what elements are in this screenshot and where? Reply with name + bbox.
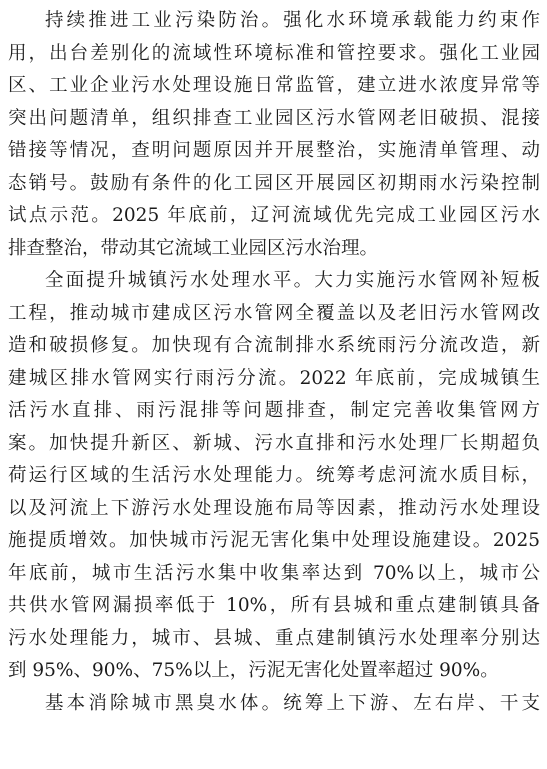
text-line: 突出问题清单，组织排查工业园区污水管网老旧破损、混接 [8,107,540,129]
paragraph-urban-sewage [8,265,540,688]
text-line: 年底前，城市生活污水集中收集率达到 70%以上，城市公 [8,562,540,584]
text-line: 持续推进工业污染防治。强化水环境承载能力约束作 [45,10,540,31]
paragraph-industrial-pollution [8,5,540,265]
paragraph-black-odorous-water [8,688,540,721]
text-line: 共供水管网漏损率低于 10%，所有县城和重点建制镇具备 [8,595,540,616]
text-line: 到 95%、90%、75%以上，污泥无害化处置率超过 90%。 [8,660,499,681]
text-line: 活污水直排、雨污混排等问题排查，制定完善收集管网方 [8,400,540,421]
text-line: 建城区排水管网实行雨污分流。2022 年底前，完成城镇生 [8,367,540,389]
text-line: 荷运行区域的生活污水处理能力。统筹考虑河流水质目标， [8,465,540,486]
text-line: 基本消除城市黑臭水体。统筹上下游、左右岸、干支 [45,692,540,714]
document-page [8,5,540,720]
text-line: 用，出台差别化的流域性环境标准和管控要求。强化工业园 [8,42,540,64]
text-line: 态销号。鼓励有条件的化工园区开展园区初期雨水污染控制 [8,172,540,194]
text-line: 全面提升城镇污水处理水平。大力实施污水管网补短板 [45,270,540,291]
text-line: 工程，推动城市建成区污水管网全覆盖以及老旧污水管网改 [8,302,540,324]
text-line: 造和破损修复。加快现有合流制排水系统雨污分流改造，新 [8,335,540,356]
text-line: 以及河流上下游污水处理设施布局等因素，推动污水处理设 [8,497,540,519]
text-line: 试点示范。2025 年底前，辽河流域优先完成工业园区污水 [8,205,540,226]
text-line: 排查整治，带动其它流域工业园区污水治理。 [8,237,379,259]
text-line: 错接等情况，查明问题原因并开展整治，实施清单管理、动 [8,140,540,161]
text-line: 案。加快提升新区、新城、污水直排和污水处理厂长期超负 [8,432,540,454]
text-line: 区、工业企业污水处理设施日常监管，建立进水浓度异常等 [8,75,540,96]
text-line: 污水处理能力，城市、县城、重点建制镇污水处理率分别达 [8,627,540,649]
text-line: 施提质增效。加快城市污泥无害化集中处理设施建设。2025 [8,530,540,551]
